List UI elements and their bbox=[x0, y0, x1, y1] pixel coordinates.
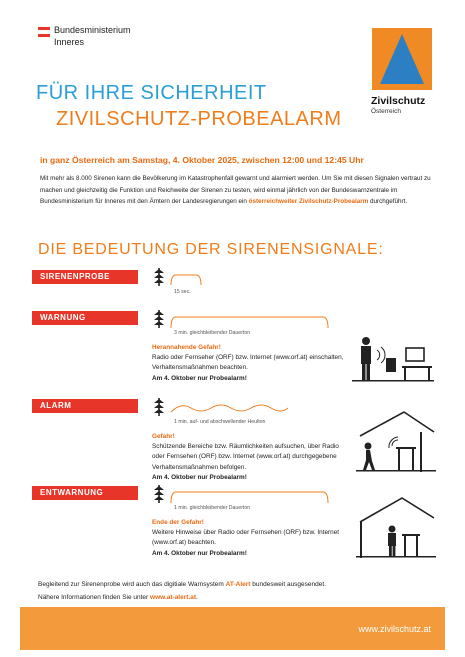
ministry-name-line2: Inneres bbox=[54, 37, 85, 47]
signal-note-alarm: 1 min. auf- und abschwellender Heulton bbox=[174, 419, 266, 425]
footer-bar bbox=[20, 607, 445, 650]
person-in-house-icon bbox=[356, 496, 436, 558]
siren-icon bbox=[153, 310, 165, 328]
footer-website-link[interactable]: www.zivilschutz.at bbox=[358, 624, 431, 634]
signal-note-entwarnung: 1 min. gleichbleibender Dauerton bbox=[174, 505, 251, 511]
signal-description-warnung: Herannahende Gefahr! Radio oder Fernseher (ORF) bzw. Internet (www.orf.at) einschalten, Verhaltensmaßnahmen beachten. Am 4. Oktober nur Probealarm! bbox=[152, 344, 344, 382]
continuous-tone-signal-icon bbox=[170, 314, 330, 330]
austria-flag-icon bbox=[38, 27, 50, 37]
signal-description-alarm: Gefahr! Schützende Bereiche bzw. Räumlichkeiten aufsuchen, über Radio oder Fernsehen (ORF) bzw. Internet (www.orf.at) durchgegebene Verhaltensmaßnahmen befolgen. Am 4. Oktober nur Probealarm! bbox=[152, 433, 339, 481]
siren-icon bbox=[153, 398, 165, 416]
zivilschutz-logo bbox=[372, 28, 432, 90]
title-line1: FÜR IHRE SICHERHEIT bbox=[36, 82, 267, 104]
at-alert-link[interactable]: www.at-alert.at bbox=[150, 594, 197, 601]
ministry-name-line1: Bundesministerium bbox=[54, 25, 131, 35]
triangle-logo-icon bbox=[378, 32, 426, 86]
signal-label-entwarnung: ENTWARNUNG bbox=[32, 486, 138, 500]
signal-label-warnung: WARNUNG bbox=[32, 311, 138, 325]
at-alert-name: AT-Alert bbox=[225, 581, 251, 588]
intro-paragraph: Mit mehr als 8.000 Sirenen kann die Bevölkerung im Katastrophenfall gewarnt und alarmiert werden. Um Sie mit diesen Signalen vertraut zu machen und gleichzeitig die Funktion und Reichweite der Sirenen zu testen, wird einmal jährlich von der Bundeswarnzentrale im Bundesministerium für Inneres mit den Ämtern der Landesregierungen ein österreichweiter Zivilschutz-Probealarm durchgeführt. bbox=[40, 175, 431, 206]
signal-description-entwarnung: Ende der Gefahr! Weitere Hinweise über Radio oder Fernsehen (ORF) bzw. Internet (www.orf.at) beachten. Am 4. Oktober nur Probealarm! bbox=[152, 519, 340, 557]
at-alert-paragraph: Begleitend zur Sirenenprobe wird auch das digitiale Warnsystem AT-Alert bundesweit ausgesendet. Nähere Informationen finden Sie unter www.at-alert.at. bbox=[38, 581, 326, 601]
logo-country: Österreich bbox=[371, 108, 401, 115]
siren-icon bbox=[153, 485, 165, 503]
intro-highlight: österreichweiter Zivilschutz-Probealarm bbox=[248, 198, 369, 206]
continuous-tone-signal-icon bbox=[170, 489, 330, 505]
title-line2: ZIVILSCHUTZ-PROBEALARM bbox=[56, 108, 342, 130]
signal-note-warnung: 3 min. gleichbleibender Dauerton bbox=[174, 330, 251, 336]
person-at-tv-icon bbox=[352, 336, 434, 382]
logo-name: Zivilschutz bbox=[371, 95, 426, 107]
date-subheading: in ganz Österreich am Samstag, 4. Oktober 2025, zwischen 12:00 und 12:45 Uhr bbox=[40, 155, 364, 165]
siren-icon bbox=[153, 268, 165, 286]
short-tone-signal-icon bbox=[170, 273, 202, 287]
person-entering-house-icon bbox=[356, 410, 436, 472]
wavering-tone-signal-icon bbox=[170, 402, 290, 414]
signal-note-sirenenprobe: 15 sec. bbox=[174, 289, 191, 295]
signal-label-sirenenprobe: SIRENENPROBE bbox=[32, 270, 138, 284]
signal-label-alarm: ALARM bbox=[32, 399, 138, 413]
section-title: DIE BEDEUTUNG DER SIRENENSIGNALE: bbox=[38, 241, 384, 258]
flyer-page bbox=[20, 10, 445, 650]
